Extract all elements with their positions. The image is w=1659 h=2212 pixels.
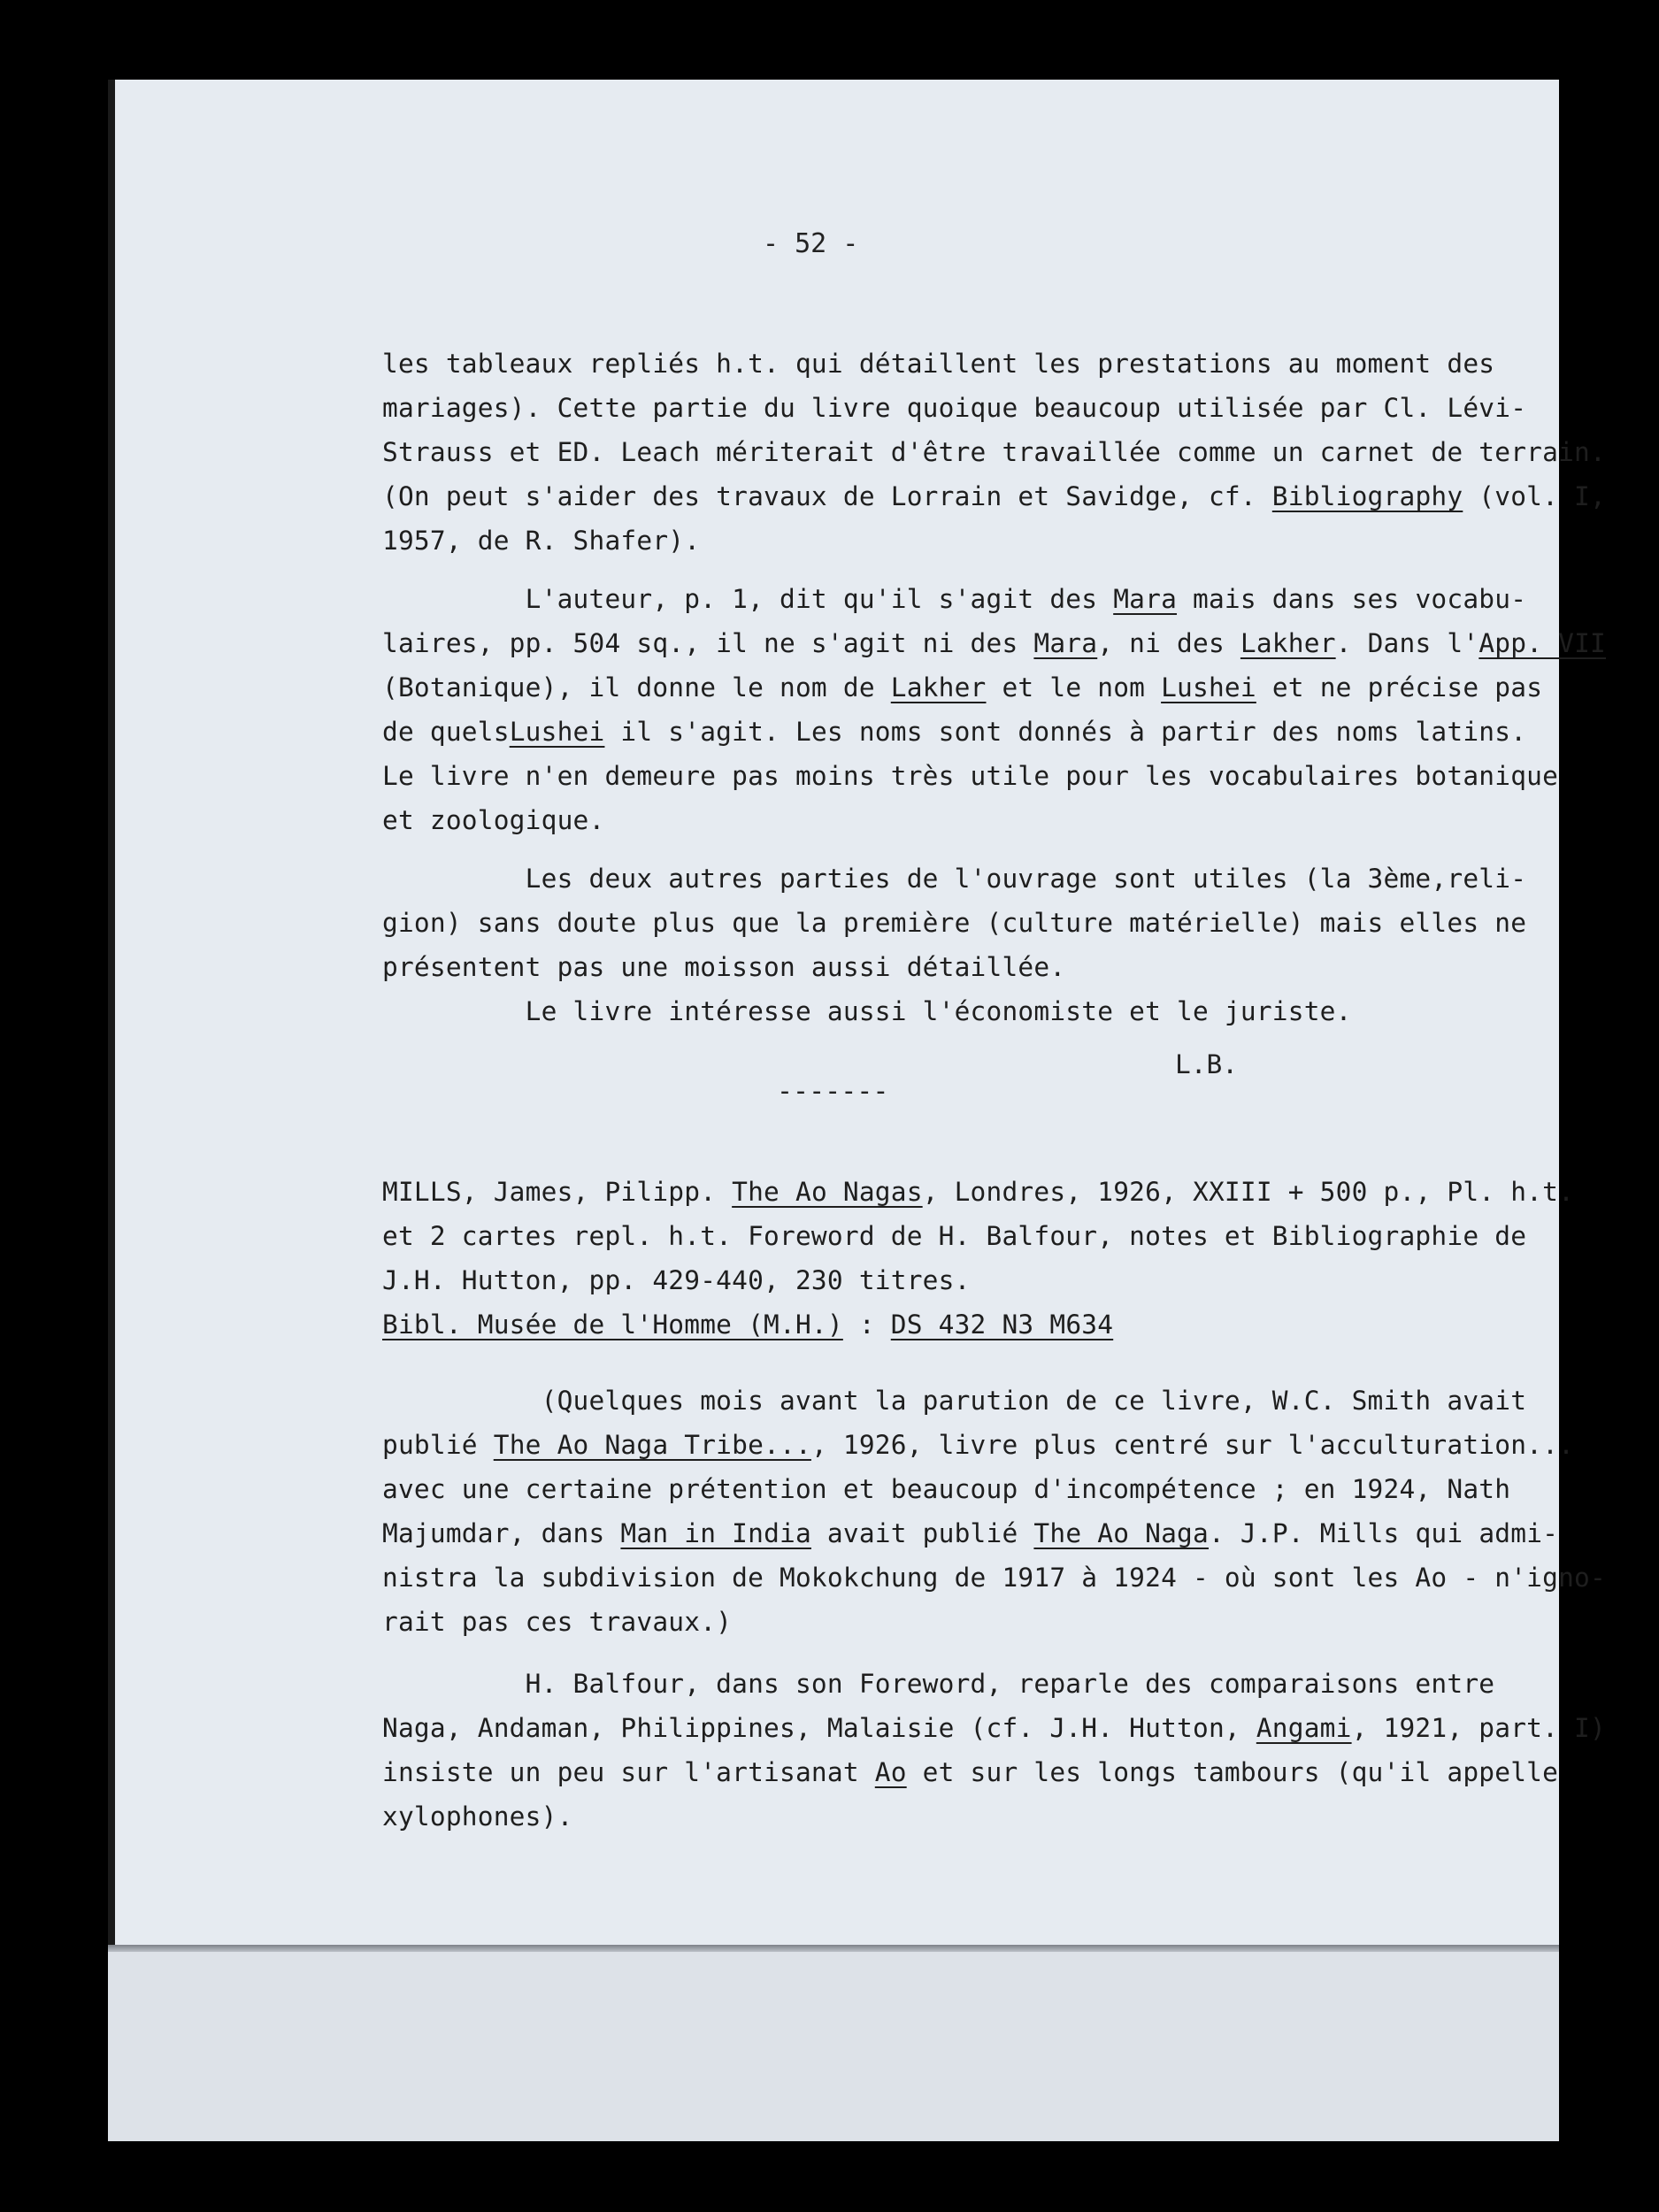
paragraph-block-6 [382,1662,1606,1839]
text-line: Strauss et ED. Leach mériterait d'être travaillée comme un carnet de terrain. [382,437,1606,467]
section-separator: ------- [777,1076,889,1107]
paragraph-block-5 [382,1379,1606,1644]
text-line: Majumdar, dans Man in India avait publié The Ao Naga. J.P. Mills qui admi- [382,1518,1559,1548]
text-line: les tableaux repliés h.t. qui détaillent les prestations au moment des [382,349,1495,379]
page-lower-sheet [108,1952,1559,2141]
page-fold [108,1945,1559,1952]
underlined-title: Lakher [1240,628,1336,658]
paragraph-block-3 [382,856,1527,1033]
underlined-title: The Ao Naga Tribe... [493,1430,811,1460]
underlined-title: The Ao Naga [1033,1518,1209,1548]
underlined-title: Mara [1033,628,1098,658]
text-line: nistra la subdivision de Mokokchung de 1917 à 1924 - où sont les Ao - n'igno- [382,1563,1606,1593]
underlined-title: Mara [1113,584,1178,614]
text-line: (Botanique), il donne le nom de Lakher et le nom Lushei et ne précise pas [382,672,1543,703]
bibliographic-entry [382,1170,1575,1347]
text-line: présentent pas une moisson aussi détaillée. [382,952,1066,982]
underlined-title: The Ao Nagas [732,1177,923,1207]
text-line: Bibl. Musée de l'Homme (M.H.) : DS 432 N3 M634 [382,1310,1114,1340]
text-line: J.H. Hutton, pp. 429-440, 230 titres. [382,1265,971,1295]
underlined-title: Lushei [1161,672,1256,703]
text-line: gion) sans doute plus que la première (culture matérielle) mais elles ne [382,908,1527,938]
underlined-title: Man in India [620,1518,811,1548]
text-line: L'auteur, p. 1, dit qu'il s'agit des Mara mais dans ses vocabu- [382,584,1527,614]
page-number: - 52 - [763,228,859,259]
text-line: de quelsLushei il s'agit. Les noms sont donnés à partir des noms latins. [382,717,1527,747]
text-line: 1957, de R. Shafer). [382,526,701,556]
text-line: publié The Ao Naga Tribe..., 1926, livre plus centré sur l'acculturation... [382,1430,1575,1460]
text-line: H. Balfour, dans son Foreword, reparle des comparaisons entre [382,1669,1495,1699]
text-line: (Quelques mois avant la parution de ce livre, W.C. Smith avait [382,1386,1527,1416]
paragraph-block-1 [382,342,1606,563]
text-line: Le livre n'en demeure pas moins très utile pour les vocabulaires botanique [382,761,1559,791]
underlined-title: Bibliography [1271,481,1463,511]
text-line: avec une certaine prétention et beaucoup d'incompétence ; en 1924, Nath [382,1474,1511,1504]
signature-initials: L.B. [1175,1049,1239,1079]
text-line: laires, pp. 504 sq., il ne s'agit ni des Mara, ni des Lakher. Dans l'App. VII [382,628,1606,658]
underlined-title: Lushei [509,717,605,747]
text-line: Les deux autres parties de l'ouvrage sont utiles (la 3ème,reli- [382,864,1527,894]
underlined-title: Bibl. Musée de l'Homme (M.H.) [382,1310,843,1340]
text-line: et 2 cartes repl. h.t. Foreword de H. Balfour, notes et Bibliographie de [382,1221,1527,1251]
paragraph-block-2 [382,577,1606,842]
underlined-title: DS 432 N3 M634 [890,1310,1114,1340]
text-line: Le livre intéresse aussi l'économiste et le juriste. [382,996,1352,1026]
text-line: xylophones). [382,1801,573,1832]
underlined-title: Angami [1256,1713,1352,1743]
text-line: MILLS, James, Pilipp. The Ao Nagas, Londres, 1926, XXIII + 500 p., Pl. h.t. [382,1177,1575,1207]
text-line: Naga, Andaman, Philippines, Malaisie (cf. J.H. Hutton, Angami, 1921, part. I) [382,1713,1606,1743]
text-line: insiste un peu sur l'artisanat Ao et sur les longs tambours (qu'il appelle [382,1757,1559,1787]
text-line: et zoologique. [382,805,605,835]
text-line: mariages). Cette partie du livre quoique beaucoup utilisée par Cl. Lévi- [382,393,1527,423]
underlined-title: App. VII [1479,628,1606,658]
text-line: (On peut s'aider des travaux de Lorrain et Savidge, cf. Bibliography (vol. I, [382,481,1606,511]
underlined-title: Lakher [890,672,987,703]
underlined-title: Ao [874,1757,907,1787]
text-line: rait pas ces travaux.) [382,1607,733,1637]
